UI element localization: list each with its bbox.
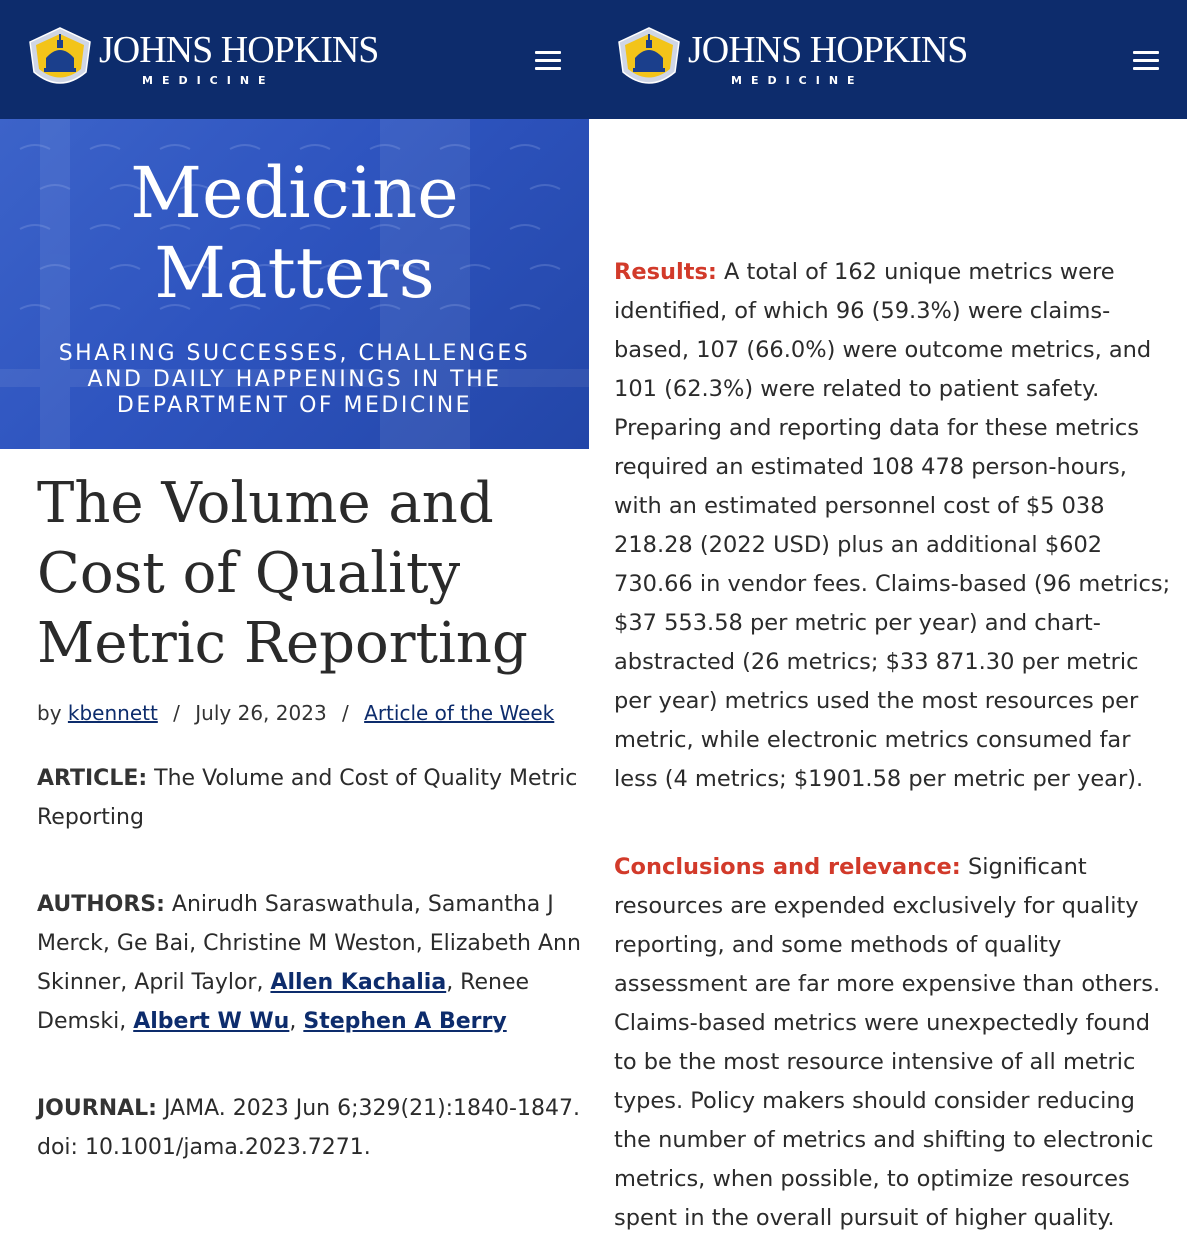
- banner-title-line: Medicine: [130, 152, 459, 234]
- by-label: by: [37, 701, 62, 725]
- results-paragraph: [614, 253, 1173, 799]
- authors-field: [37, 885, 589, 1041]
- banner-subtitle-line: AND DAILY HAPPENINGS IN THE: [87, 367, 502, 392]
- banner-subtitle: [30, 341, 559, 419]
- post-title-line: Cost of Quality: [37, 541, 461, 606]
- results-label: Results:: [614, 259, 717, 285]
- conclusions-paragraph: [614, 848, 1173, 1238]
- banner-subtitle-line: DEPARTMENT OF MEDICINE: [116, 393, 473, 418]
- category-link[interactable]: Article of the Week: [364, 701, 555, 725]
- authors-label: AUTHORS:: [37, 892, 165, 917]
- authors-text: Anirudh Saraswathula, Samantha J Merck, Ge Bai, Christine M Weston, Elizabeth Ann Skinner, April Taylor,: [37, 892, 581, 995]
- post-title-line: Metric Reporting: [37, 611, 528, 676]
- banner-subtitle-line: SHARING SUCCESSES, CHALLENGES: [58, 341, 531, 366]
- abstract-content: [589, 119, 1187, 1238]
- post-byline: [37, 701, 589, 725]
- byline-separator: /: [173, 701, 180, 725]
- hamburger-menu-icon[interactable]: [1133, 51, 1159, 71]
- banner-title: [0, 153, 589, 313]
- conclusions-text: Significant resources are expended exclusively for quality reporting, and some methods of quality assessment are far more expensive than others. Claims-based metrics were unexpectedly found to be the most resource intensive of all metric types. Policy makers should consider reducing the number of metrics and shifting to electronic metrics, when possible, to optimize resources spent in the overall pursuit of higher quality.: [614, 854, 1161, 1231]
- site-header: [0, 0, 589, 119]
- site-header: [589, 0, 1187, 119]
- left-screenshot: [0, 0, 589, 1200]
- logo-wordmark: JOHNS HOPKINS: [99, 29, 379, 71]
- article-field: [37, 759, 589, 837]
- journal-label: JOURNAL:: [37, 1096, 157, 1121]
- author-link[interactable]: kbennett: [67, 701, 158, 725]
- post-content: [0, 449, 589, 1167]
- authors-text: ,: [289, 1009, 304, 1034]
- conclusions-label: Conclusions and relevance:: [614, 854, 961, 880]
- logo-subtitle: MEDICINE: [731, 74, 864, 87]
- authors-text: , Renee Demski,: [37, 970, 530, 1034]
- article-value: The Volume and Cost of Quality Metric Reporting: [37, 766, 578, 830]
- post-date: July 26, 2023: [195, 701, 327, 725]
- hamburger-menu-icon[interactable]: [535, 51, 561, 71]
- journal-field: [37, 1089, 589, 1167]
- dome-shield-icon: [24, 22, 96, 94]
- article-label: ARTICLE:: [37, 766, 148, 791]
- byline-separator: /: [342, 701, 349, 725]
- post-title-line: The Volume and: [37, 471, 494, 536]
- results-text: A total of 162 unique metrics were identified, of which 96 (59.3%) were claims-based, 107 (66.0%) were outcome metrics, and 101 (62.3%) were related to patient safety. Preparing and reporting data for these metrics required an estimated 108 478 person-hours, with an estimated personnel cost of $5 038 218.28 (2022 USD) plus an additional $602 730.66 in vendor fees. Claims-based (96 metrics; $37 553.58 per metric per year) and chart-abstracted (26 metrics; $33 871.30 per metric per year) metrics used the most resources per metric, while electronic metrics consumed far less (4 metrics; $1901.58 per metric per year).: [614, 259, 1171, 792]
- right-screenshot: [589, 0, 1187, 1231]
- logo-wordmark: JOHNS HOPKINS: [688, 29, 968, 71]
- journal-value: JAMA. 2023 Jun 6;329(21):1840-1847. doi: 10.1001/jama.2023.7271.: [37, 1096, 580, 1160]
- medicine-matters-banner: [0, 119, 589, 449]
- dome-shield-icon: [613, 22, 685, 94]
- author-link-allen-kachalia[interactable]: Allen Kachalia: [270, 970, 447, 995]
- author-link-albert-w-wu[interactable]: Albert W Wu: [133, 1009, 290, 1034]
- johns-hopkins-logo[interactable]: [24, 22, 379, 94]
- post-title: [37, 469, 589, 679]
- logo-subtitle: MEDICINE: [142, 74, 275, 87]
- johns-hopkins-logo[interactable]: [613, 22, 968, 94]
- banner-title-line: Matters: [154, 232, 435, 314]
- author-link-stephen-a-berry[interactable]: Stephen A Berry: [303, 1009, 507, 1034]
